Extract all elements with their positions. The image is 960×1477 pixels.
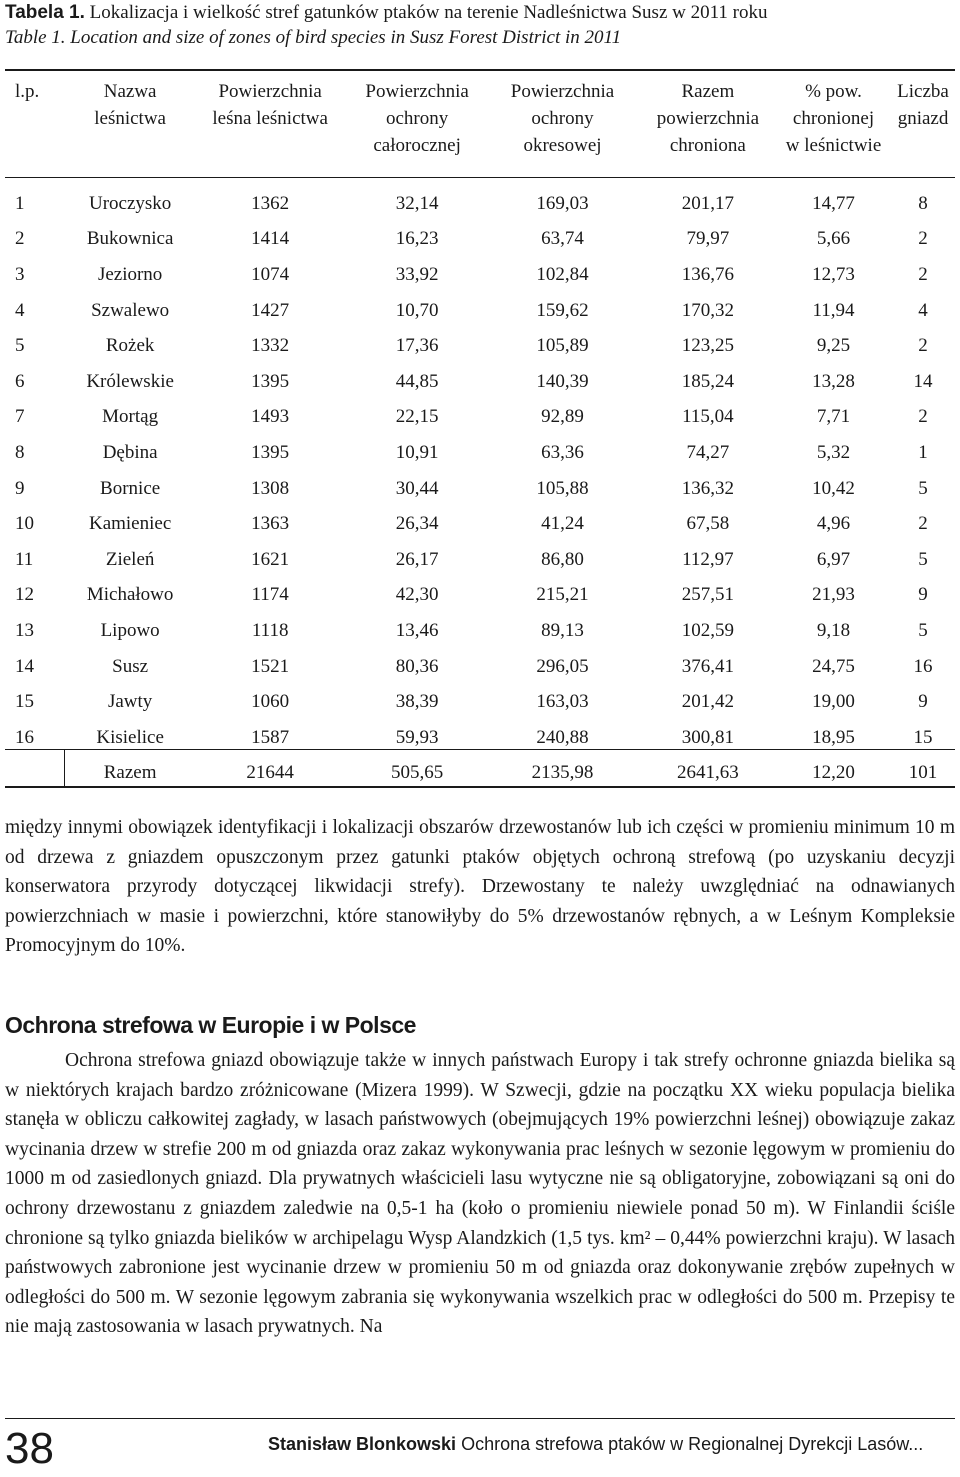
cell-lp: 14 (15, 655, 34, 677)
cell-seasonal-protection: 89,13 (541, 619, 584, 641)
table-caption-en: Table 1. Location and size of zones of bird species in Susz Forest District in 2011 (5, 27, 622, 48)
cell-forest-district-name: Królewskie (86, 370, 174, 392)
cell-percent-protected: 5,66 (816, 228, 851, 250)
cell-total-protected: 201,42 (681, 691, 734, 713)
cell-full-year-protection: 505,65 (391, 762, 444, 784)
cell-percent-protected: 9,25 (816, 335, 851, 357)
paragraph-europe-text: Ochrona strefowa gniazd obowiązuje także w innych państwach Europy i tak strefy ochronne gniazda bielika są w niektórych krajach bardzo zróżnicowane (Mizera 1999). W Szwecji, gdzie na początku XX wieku populacja bielika stanęła w obliczu całkowitej zagłady, w lasach państwowych (obejmujących 19% powierzchni leśnej) obowiązuje zakaz wycinania drzew w strefie 200 m od gniazda oraz zakaz wykonywania prac leśnych w sezonie lęgowym w promieniu do 1000 m od zasiedlonych gniazd. Dla prywatnych właścicieli lasu wytyczne nie są obligatoryjne, zobowiązani są oni do ochrony drzewostanu z gniazdem zaledwie na 0,5-1 ha (koło o promieniu niewiele ponad 50 m). W Finlandii ściśle chronione są tylko gniazda bielików w archipelagu Wysp Alandzkich (1,5 tys. km² – 0,44% powierzchni kraju). W lasach państwowych zabronione jest wycinanie drzew w promieniu 50 m od gniazda oraz dokonywanie zrębów zupełnych w odległości do 500 m. W sezonie lęgowym zabrania się wykonywania wszelkich prac w odległości do 500 m. Przepisy te nie mają zastosowania w lasach prywatnych. Na (5, 1050, 955, 1338)
cell-lp: 15 (15, 691, 34, 713)
zones-table (5, 72, 955, 791)
cell-lp: 8 (15, 441, 25, 463)
cell-forest-district-name: Bukownica (86, 228, 174, 250)
running-footer (268, 1434, 923, 1455)
table-row (5, 649, 955, 685)
header-seasonal-protection: Powierzchnia ochrony okresowej (510, 81, 615, 156)
cell-forest-district-name: Zieleń (105, 548, 155, 570)
table-caption-text: Lokalizacja i wielkość stref gatunków ptaków na terenie Nadleśnictwa Susz w 2011 roku (89, 2, 768, 23)
cell-full-year-protection: 59,93 (395, 726, 439, 748)
cell-nest-count: 5 (918, 548, 928, 570)
cell-total-protected: 74,27 (686, 441, 730, 463)
cell-full-year-protection: 13,46 (395, 619, 439, 641)
cell-full-year-protection: 16,23 (395, 228, 439, 250)
cell-seasonal-protection: 159,62 (536, 299, 589, 321)
cell-nest-count: 8 (918, 192, 928, 214)
cell-forest-area: 1363 (251, 513, 290, 535)
cell-nest-count: 2 (918, 513, 928, 535)
cell-total-protected: 67,58 (686, 513, 730, 535)
table-row (5, 186, 955, 222)
cell-lp: 7 (15, 406, 25, 428)
cell-lp: 5 (15, 335, 25, 357)
cell-forest-district-name: Kisielice (96, 726, 164, 748)
cell-percent-protected: 11,94 (812, 299, 855, 321)
cell-forest-district-name: Michałowo (86, 584, 174, 606)
cell-forest-district-name: Dębina (102, 441, 158, 463)
cell-forest-area: 1395 (251, 441, 290, 463)
cell-percent-protected: 13,28 (812, 370, 855, 392)
table-row (5, 471, 955, 507)
cell-nest-count: 16 (913, 655, 933, 677)
cell-seasonal-protection: 63,36 (541, 441, 584, 463)
cell-forest-area: 1493 (251, 406, 290, 428)
page-number: 38 (5, 1424, 54, 1473)
cell-seasonal-protection: 63,74 (541, 228, 584, 250)
cell-forest-area: 1395 (251, 370, 290, 392)
cell-percent-protected: 4,96 (816, 513, 851, 535)
cell-lp: 13 (15, 619, 34, 641)
table-row (5, 364, 955, 400)
section-heading: Ochrona strefowa w Europie i w Polsce (5, 1012, 416, 1038)
cell-percent-protected: 24,75 (812, 655, 855, 677)
cell-percent-protected: 19,00 (812, 691, 855, 713)
footer-rule (5, 1418, 955, 1419)
header-forest-area: Powierzchnia leśna leśnictwa (212, 81, 328, 129)
table-total-row (5, 756, 955, 792)
cell-total-protected: 300,81 (681, 726, 734, 748)
cell-percent-protected: 14,77 (812, 192, 855, 214)
table-row (5, 542, 955, 578)
cell-forest-area: 1414 (251, 228, 290, 250)
cell-seasonal-protection: 240,88 (536, 726, 589, 748)
table-header-row (5, 72, 955, 186)
cell-seasonal-protection: 105,88 (536, 477, 589, 499)
cell-lp: 11 (15, 548, 34, 570)
header-forest-district-name: Nazwa leśnictwa (94, 81, 166, 129)
table-row (5, 435, 955, 471)
cell-full-year-protection: 33,92 (395, 263, 439, 285)
table-row (5, 257, 955, 293)
table-row (5, 613, 955, 649)
cell-percent-protected: 9,18 (816, 619, 851, 641)
cell-nest-count: 14 (913, 370, 933, 392)
cell-full-year-protection: 32,14 (395, 192, 439, 214)
cell-total-protected: 112,97 (682, 548, 734, 570)
footer-author: Stanisław Blonkowski (268, 1434, 457, 1454)
table-top-rule (5, 69, 955, 71)
cell-lp: 16 (15, 726, 34, 748)
cell-percent-protected: 12,73 (812, 263, 855, 285)
cell-seasonal-protection: 169,03 (536, 192, 589, 214)
cell-seasonal-protection: 296,05 (536, 655, 589, 677)
cell-forest-district-name: Mortąg (102, 406, 159, 428)
cell-forest-area: 1427 (251, 299, 290, 321)
cell-seasonal-protection: 2135,98 (531, 762, 594, 784)
table-row (5, 293, 955, 329)
cell-forest-district-name: Razem (103, 762, 157, 784)
cell-total-protected: 79,97 (686, 228, 730, 250)
cell-forest-area: 1060 (251, 691, 290, 713)
paragraph-continuation: między innymi obowiązek identyfikacji i lokalizacji obszarów drzewostanów lub ich części w promieniu minimum 10 m od drzewa z gniazdem opuszczonym przez gatunki ptaków objętych ochroną strefową (po uzyskaniu decyzji konserwatora przyrody dotyczącej likwidacji strefy). Drzewostany te należy uwzględniać na odnawianych powierzchniach w masie i powierzchni, które stanowiłyby do 5% drzewostanów rębnych, a w Leśnym Kompleksie Promocyjnym do 10%. (5, 817, 955, 957)
cell-nest-count: 4 (918, 299, 928, 321)
cell-nest-count: 9 (918, 584, 928, 606)
cell-percent-protected: 21,93 (812, 584, 855, 606)
cell-percent-protected: 6,97 (816, 548, 851, 570)
cell-full-year-protection: 38,39 (395, 691, 439, 713)
cell-full-year-protection: 17,36 (395, 335, 439, 357)
cell-nest-count: 101 (908, 762, 938, 784)
cell-forest-area: 1332 (251, 335, 290, 357)
cell-forest-district-name: Lipowo (100, 619, 160, 641)
cell-lp: 3 (15, 263, 25, 285)
cell-forest-district-name: Szwalewo (91, 299, 170, 321)
cell-forest-area: 1587 (251, 726, 290, 748)
cell-forest-area: 1118 (251, 619, 289, 641)
cell-percent-protected: 18,95 (812, 726, 855, 748)
cell-forest-district-name: Jawty (107, 691, 153, 713)
cell-forest-district-name: Bornice (100, 477, 161, 499)
cell-full-year-protection: 44,85 (395, 370, 439, 392)
cell-seasonal-protection: 163,03 (536, 691, 589, 713)
cell-full-year-protection: 42,30 (395, 584, 439, 606)
cell-total-protected: 136,76 (681, 263, 734, 285)
cell-forest-area: 1521 (251, 655, 290, 677)
cell-percent-protected: 5,32 (816, 441, 851, 463)
cell-forest-district-name: Susz (112, 655, 149, 677)
cell-forest-district-name: Uroczysko (88, 192, 172, 214)
cell-lp: 1 (15, 192, 25, 214)
cell-full-year-protection: 22,15 (395, 406, 439, 428)
cell-full-year-protection: 26,17 (395, 548, 439, 570)
table-row (5, 684, 955, 720)
cell-total-protected: 185,24 (681, 370, 734, 392)
table-row (5, 720, 955, 756)
table-caption-label: Tabela 1. (5, 2, 85, 23)
cell-total-protected: 257,51 (681, 584, 734, 606)
cell-seasonal-protection: 86,80 (541, 548, 584, 570)
cell-lp: 2 (15, 228, 25, 250)
cell-forest-area: 1362 (251, 192, 290, 214)
paragraph-europe (5, 1046, 955, 1342)
cell-nest-count: 2 (918, 406, 928, 428)
cell-total-protected: 136,32 (681, 477, 734, 499)
table-row (5, 400, 955, 436)
cell-nest-count: 2 (918, 335, 928, 357)
cell-forest-area: 1074 (251, 263, 290, 285)
cell-forest-district-name: Jeziorno (97, 263, 163, 285)
cell-lp (5, 756, 69, 792)
cell-total-protected: 102,59 (681, 619, 734, 641)
cell-nest-count: 1 (918, 441, 928, 463)
cell-nest-count: 5 (918, 477, 928, 499)
cell-total-protected: 2641,63 (676, 762, 739, 784)
cell-forest-area: 1308 (251, 477, 290, 499)
cell-lp: 4 (15, 299, 25, 321)
header-total-protected: Razem powierzchnia chroniona (656, 81, 760, 156)
cell-lp: 9 (15, 477, 25, 499)
cell-forest-district-name: Rożek (105, 335, 155, 357)
header-nest-count: Liczba gniazd (897, 81, 949, 129)
cell-full-year-protection: 10,70 (395, 299, 439, 321)
cell-percent-protected: 10,42 (812, 477, 855, 499)
table-row (5, 506, 955, 542)
cell-percent-protected: 12,20 (812, 762, 855, 784)
cell-lp: 12 (15, 584, 34, 606)
cell-nest-count: 15 (913, 726, 933, 748)
header-lp: l.p. (15, 81, 40, 102)
table-row (5, 578, 955, 614)
header-percent-protected: % pow. chronionej w leśnictwie (785, 81, 882, 156)
cell-forest-area: 21644 (246, 762, 294, 784)
cell-nest-count: 5 (918, 619, 928, 641)
cell-seasonal-protection: 140,39 (536, 370, 589, 392)
cell-forest-district-name: Kamieniec (88, 513, 172, 535)
cell-seasonal-protection: 41,24 (541, 513, 584, 535)
cell-total-protected: 201,17 (681, 192, 734, 214)
cell-lp: 10 (15, 513, 34, 535)
cell-total-protected: 115,04 (682, 406, 734, 428)
cell-full-year-protection: 26,34 (395, 513, 439, 535)
cell-seasonal-protection: 92,89 (541, 406, 584, 428)
cell-nest-count: 9 (918, 691, 928, 713)
cell-seasonal-protection: 105,89 (536, 335, 589, 357)
table-caption-pl (5, 0, 767, 26)
cell-seasonal-protection: 102,84 (536, 263, 589, 285)
cell-total-protected: 376,41 (681, 655, 734, 677)
table-row (5, 222, 955, 258)
cell-nest-count: 2 (918, 228, 928, 250)
header-full-year-protection: Powierzchnia ochrony całorocznej (365, 81, 469, 156)
cell-lp: 6 (15, 370, 25, 392)
cell-forest-area: 1621 (251, 548, 290, 570)
cell-nest-count: 2 (918, 263, 928, 285)
cell-full-year-protection: 80,36 (395, 655, 439, 677)
table-row (5, 328, 955, 364)
cell-full-year-protection: 10,91 (395, 441, 439, 463)
cell-total-protected: 123,25 (681, 335, 734, 357)
cell-forest-area: 1174 (251, 584, 289, 606)
cell-total-protected: 170,32 (681, 299, 734, 321)
cell-full-year-protection: 30,44 (395, 477, 439, 499)
footer-title: Ochrona strefowa ptaków w Regionalnej Dyrekcji Lasów... (461, 1434, 924, 1454)
cell-percent-protected: 7,71 (816, 406, 851, 428)
cell-seasonal-protection: 215,21 (536, 584, 589, 606)
